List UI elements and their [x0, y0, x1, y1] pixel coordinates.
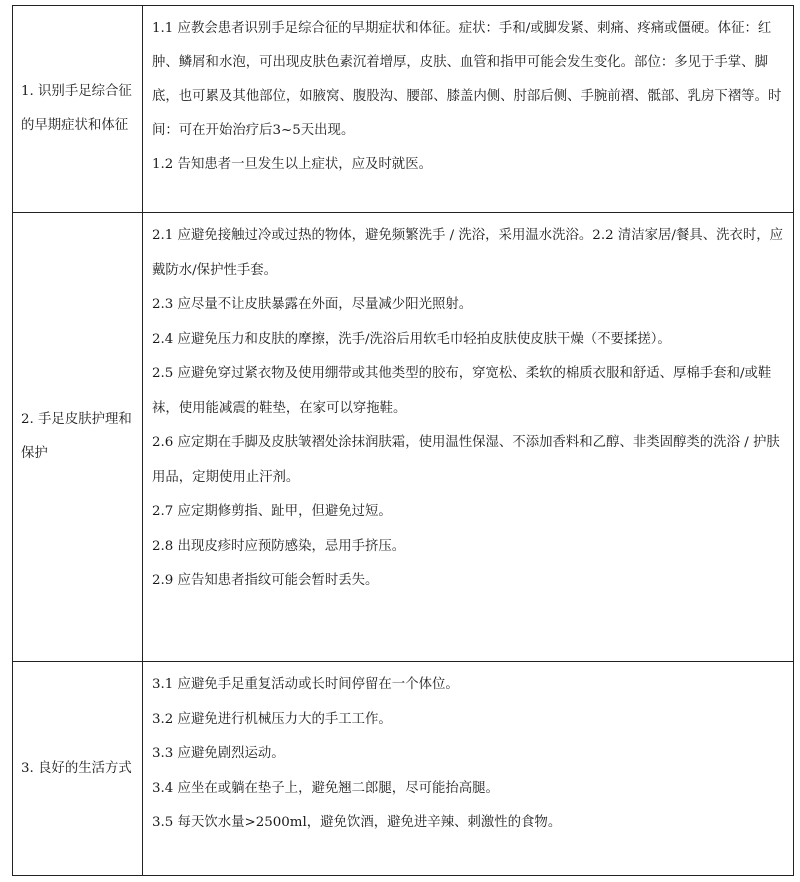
list-item: 2.6 应定期在手脚及皮肤皱褶处涂抹润肤霜，使用温性保湿、不添加香料和乙醇、非类固醇类的洗浴 / 护肤用品，定期使用止汗剂。	[152, 435, 780, 485]
topic-text: 2. 手足皮肤护理和保护	[21, 412, 132, 461]
table-row	[13, 662, 794, 876]
table-row	[13, 213, 794, 662]
list-item: 2.3 应尽量不让皮肤暴露在外面，尽量减少阳光照射。	[152, 297, 473, 312]
list-item: 1.1 应教会患者识别手足综合征的早期症状和体征。症状：手和/或脚发紧、刺痛、疼痛或僵硬。体征：红肿、鳞屑和水泡，可出现皮肤色素沉着增厚，皮肤、血管和指甲可能会发生变化。部位：多见于手掌、脚底，也可累及其他部位，如腋窝、腹股沟、腰部、膝盖内侧、肘部后侧、手腕前褶、骶部、乳房下褶等。时间：可在开始治疗后3~5天出现。	[152, 21, 782, 138]
list-item: 2.7 应定期修剪指、趾甲，但避免过短。	[152, 504, 392, 519]
table-row	[13, 6, 794, 213]
row-topic	[13, 662, 143, 876]
list-item: 2.4 应避免压力和皮肤的摩擦，洗手/洗浴后用软毛巾轻拍皮肤使皮肤干燥（不要揉搓）。	[152, 331, 671, 347]
row-items	[143, 213, 794, 662]
list-item: 3.4 应坐在或躺在垫子上，避免翘二郎腿，尽可能抬高腿。	[152, 780, 499, 796]
row-topic	[13, 213, 143, 662]
list-item: 1.2 告知患者一旦发生以上症状，应及时就医。	[152, 157, 432, 172]
list-item: 3.5 每天饮水量>2500ml，避免饮酒，避免进辛辣、刺激性的食物。	[152, 815, 562, 830]
list-item: 2.1 应避免接触过冷或过热的物体，避免频繁洗手 / 洗浴，采用温水洗浴。2.2 清洁家居/餐具、洗衣时，应戴防水/保护性手套。	[152, 228, 784, 278]
list-item: 3.2 应避免进行机械压力大的手工工作。	[152, 711, 392, 727]
row-items	[143, 6, 794, 213]
list-item: 2.8 出现皮疹时应预防感染，忌用手挤压。	[152, 538, 406, 554]
list-item: 3.3 应避免剧烈运动。	[152, 746, 285, 761]
row-items	[143, 662, 794, 876]
care-guideline-table-page	[12, 5, 794, 876]
list-item: 2.9 应告知患者指纹可能会暂时丢失。	[152, 573, 379, 588]
topic-text: 3. 良好的生活方式	[21, 760, 132, 776]
care-guideline-table	[12, 5, 794, 876]
topic-text: 1. 识别手足综合征的早期症状和体征	[21, 84, 132, 133]
list-item: 3.1 应避免手足重复活动或长时间停留在一个体位。	[152, 677, 459, 692]
row-topic	[13, 6, 143, 213]
list-item: 2.5 应避免穿过紧衣物及使用绷带或其他类型的胶布，穿宽松、柔软的棉质衣服和舒适、厚棉手套和/或鞋袜，使用能减震的鞋垫，在家可以穿拖鞋。	[152, 366, 772, 416]
